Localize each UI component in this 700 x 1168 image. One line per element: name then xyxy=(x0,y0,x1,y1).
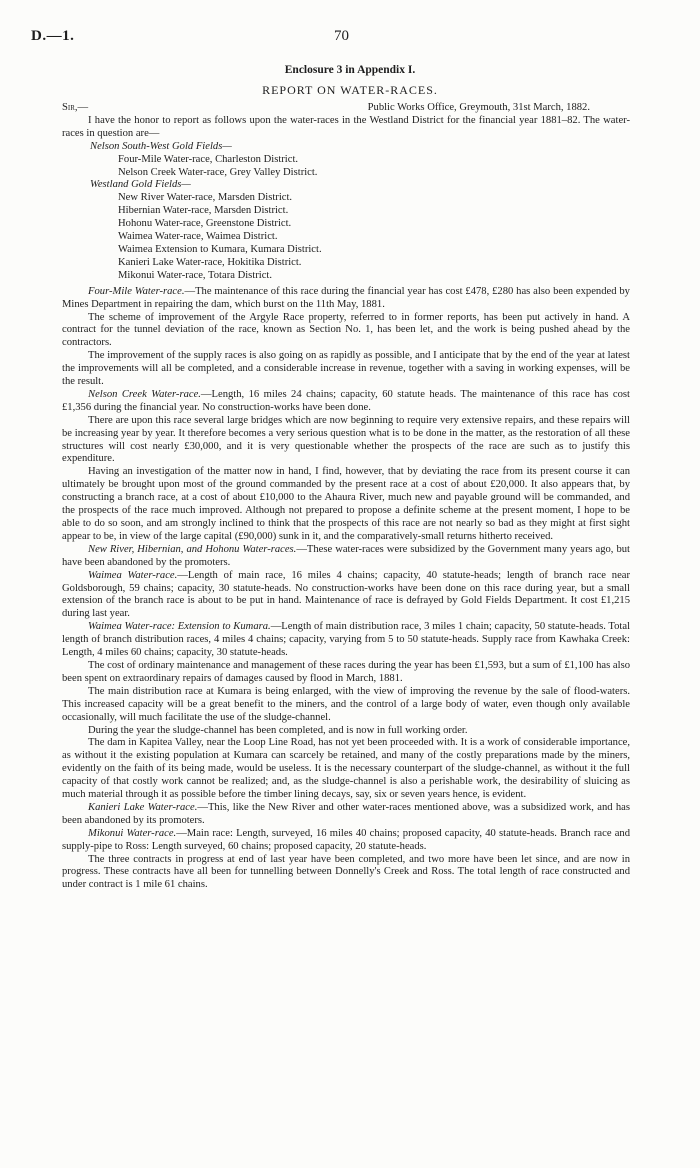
paragraph xyxy=(62,544,630,570)
paragraph-text: —Length, 16 miles 24 chains; capacity, 60 statute heads. The maintenance of this race has cost £1,356 during the financial year. No construction-works have been done. xyxy=(62,388,630,413)
enclosure-heading: Enclosure 3 in Appendix I. xyxy=(284,64,416,76)
paragraph-text: The three contracts in progress at end of last year have been completed, and two more have been let since, and are now in progress. These contracts have all been for tunnelling between Donnelly's Creek and Ross. The total length of race constructed and under contract is 1 mile 61 chains. xyxy=(62,853,630,891)
group-heading-westland: Westland Gold Fields— xyxy=(90,179,191,191)
nelson-race-list xyxy=(118,154,630,180)
list-item: Four-Mile Water-race, Charleston District. xyxy=(118,153,299,165)
paragraph-text: The scheme of improvement of the Argyle Race property, referred to in former reports, has been put actively in hand. A contract for the tunnel deviation of the race, known as Section No. 1, has been let, and the work is being pushed ahead by the contractors. xyxy=(62,311,630,349)
paragraph-text: The cost of ordinary maintenance and management of these races during the year has been £1,593, but a sum of £1,100 has also been spent on extraordinary repairs of damages caused by flood in March, 1881. xyxy=(62,659,630,684)
report-title: REPORT ON WATER-RACES. xyxy=(262,83,438,97)
paragraph-text: —Length of main race, 16 miles 4 chains; capacity, 40 statute-heads; length of branch race near Goldsborough, 59 chains; capacity, 30 statute-heads. No construction-works have been done on this race during year, but a small extension of the branch race is about to be put in hand. Maintenance of race is defrayed by Gold Fields Department. It cost £1,215 during last year. xyxy=(62,569,631,620)
paragraph-text: —This, like the New River and other water-races mentioned above, was a subsidized work, and has been abandoned by its promoters. xyxy=(62,801,630,826)
paragraph xyxy=(62,350,630,389)
paragraph-text: —These water-races were subsidized by the Government many years ago, but have been abandoned by the promoters. xyxy=(62,543,630,568)
paragraph-lead: Four-Mile Water-race. xyxy=(88,285,185,297)
paragraph xyxy=(62,415,630,467)
list-item: Waimea Extension to Kumara, Kumara District. xyxy=(118,243,322,255)
paragraph xyxy=(62,737,630,802)
paragraph xyxy=(62,828,630,854)
list-item: Kanieri Lake Water-race, Hokitika District. xyxy=(118,256,302,268)
paragraph-lead: Nelson Creek Water-race. xyxy=(88,388,201,400)
paragraph-text: The main distribution race at Kumara is being enlarged, with the view of improving the revenue by the sale of flood-waters. This increased capacity will be a great benefit to the miners, and the control of a large body of water, even though only available occasionally, will much facilitate the use of the sludge-channel. xyxy=(62,685,630,723)
paragraph xyxy=(62,286,630,312)
paragraph xyxy=(62,725,630,738)
paragraph-text: —Length of main distribution race, 3 miles 1 chain; capacity, 50 statute-heads. Total length of branch distribution races, 4 miles 4 chains; capacity, varying from 5 to 50 statute-heads. Supply race from Kawhaka Creek: Length, 4 miles 60 chains; capacity, 30 statute-heads. xyxy=(62,621,631,659)
list-item: Hohonu Water-race, Greenstone District. xyxy=(118,218,292,230)
paragraph xyxy=(62,570,630,622)
paragraph xyxy=(62,660,630,686)
paragraph-lead: Kanieri Lake Water-race. xyxy=(88,801,198,813)
westland-race-list xyxy=(118,192,630,282)
page-number: 70 xyxy=(334,28,349,44)
paragraph xyxy=(62,466,630,543)
paragraph xyxy=(62,621,630,660)
report-body xyxy=(62,102,630,892)
paragraph xyxy=(62,312,630,351)
list-item: Hibernian Water-race, Marsden District. xyxy=(118,205,289,217)
list-item: New River Water-race, Marsden District. xyxy=(118,192,293,204)
paragraph-text: The improvement of the supply races is also going on as rapidly as possible, and I anticipate that by the end of the year at latest the improvements will all be completed, and a considerable increase in revenue, together with a saving in working expenses, will be the result. xyxy=(62,350,630,388)
paragraph-lead: Mikonui Water-race. xyxy=(88,827,177,839)
paragraph-text: —Main race: Length, surveyed, 16 miles 40 chains; proposed capacity, 40 statute-heads. Branch race and supply-pipe to Ross: Length surveyed, 60 chains; proposed capacity, 20 statute-heads. xyxy=(62,827,630,852)
paragraph-text: —The maintenance of this race during the financial year has cost £478, £280 has also been expended by Mines Department in repairing the dam, which burst on the 11th May, 1881. xyxy=(62,285,630,310)
page-reference: D.—1. xyxy=(31,28,75,44)
paragraph-text: Having an investigation of the matter now in hand, I find, however, that by deviating the race from its present course it can ultimately be brought upon most of the ground commanded by the present race at a cost of about £20,000. It also appears that, by constructing a branch race, at a cost of about £10,000 to the Ahaura River, much new and payable ground will be commanded, and the prospects of the race much improved. Although not prepared to propose a definite scheme at the present moment, I hope to be able to do so soon, and am strongly inclined to think that the prospects of this race are not nearly so bad as they might at first sight appear to be, in view of the large capital (£90,000) sunk in it, and the comparatively-small returns hitherto received. xyxy=(62,466,630,542)
salutation: Sir,— xyxy=(62,102,89,113)
paragraph-text: There are upon this race several large bridges which are now beginning to require very extensive repairs, and these repairs will be increasing year by year. It therefore becomes a very serious question what is to be done in the matter, as the restoration of all these structures will cost nearly £30,000, and it is very questionable whether the prospects of the race are such as to justify this expenditure. xyxy=(62,414,630,465)
paragraph-text: During the year the sludge-channel has been completed, and is now in full working order. xyxy=(88,724,468,736)
paragraph-lead: Waimea Water-race: Extension to Kumara. xyxy=(88,621,271,633)
list-item: Mikonui Water-race, Totara District. xyxy=(118,269,273,281)
paragraph xyxy=(62,686,630,725)
salutation-row xyxy=(62,102,630,115)
list-item: Nelson Creek Water-race, Grey Valley District. xyxy=(118,166,318,178)
paragraph-lead: New River, Hibernian, and Hohonu Water-races. xyxy=(88,543,297,555)
paragraph-lead: Waimea Water-race. xyxy=(88,569,178,581)
paragraph xyxy=(62,854,630,893)
paragraph xyxy=(62,802,630,828)
intro-paragraph: I have the honor to report as follows upon the water-races in the Westland District for the financial year 1881–82. The water-races in question are— xyxy=(62,114,630,139)
list-item: Waimea Water-race, Waimea District. xyxy=(118,231,278,243)
group-heading-nelson: Nelson South-West Gold Fields— xyxy=(90,140,232,152)
dateline: Public Works Office, Greymouth, 31st March, 1882. xyxy=(367,102,590,113)
paragraph xyxy=(62,389,630,415)
paragraph-text: The dam in Kapitea Valley, near the Loop Line Road, has not yet been proceeded with. It is a work of considerable importance, as without it the existing population at Kumara can scarcely be retained, and many of the costly preparations made by the miners, evidently on the faith of its being made, would be useless. It is the necessary counterpart of the sludge-channel, as without it the full capacity of that costly work cannot be realized; and, as the sludge-channel is also a perishable work, the desirability of sluicing as much material through it as possible before the timber lining decays, say, six or seven years hence, is evident. xyxy=(62,737,630,801)
